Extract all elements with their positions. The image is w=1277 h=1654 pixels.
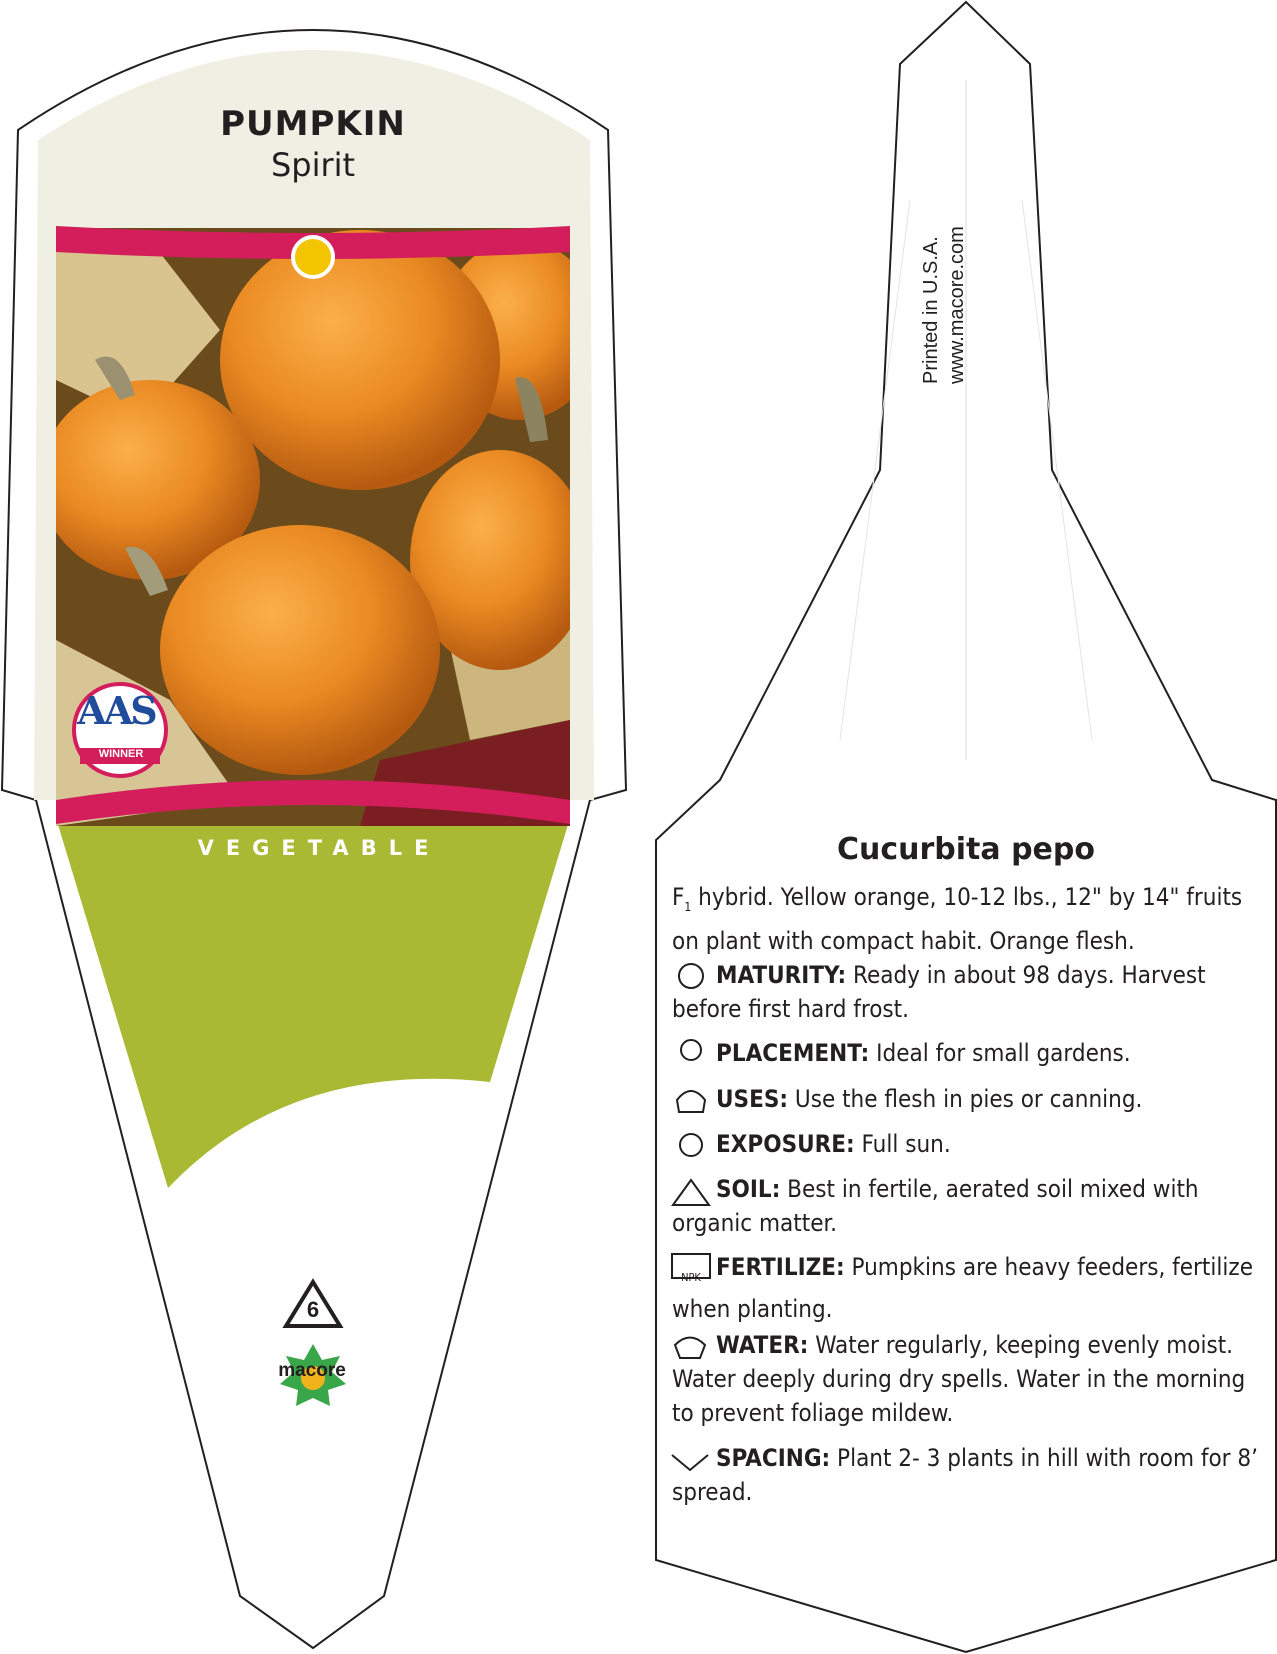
section-spacing: SPACING: Plant 2- 3 plants in hill with room for 8’ spread. <box>672 1444 1258 1506</box>
sun-dot <box>293 237 333 277</box>
flower-icon <box>672 961 710 989</box>
soil-pile-icon <box>672 1175 710 1203</box>
recycle-code: 6 <box>306 1297 320 1322</box>
spacing-arrows-icon <box>672 1444 710 1472</box>
website: www.macore.com <box>946 226 968 384</box>
section-placement: PLACEMENT: Ideal for small gardens. <box>672 1036 1262 1070</box>
section-uses: USES: Use the flesh in pies or canning. <box>672 1082 1262 1116</box>
hybrid-prefix: F <box>672 883 685 911</box>
botanical-name: Cucurbita pepo <box>836 832 1095 867</box>
category-label: VEGETABLE <box>197 836 441 860</box>
printed-in-block <box>918 226 970 384</box>
sun-icon <box>672 1130 710 1158</box>
aas-ribbon-text: WINNER <box>98 748 144 760</box>
description <box>672 880 1262 958</box>
section-maturity: MATURITY: Ready in about 98 days. Harvest before first hard frost. <box>672 961 1206 1023</box>
section-soil: SOIL: Best in fertile, aerated soil mixed with organic matter. <box>672 1175 1199 1237</box>
product-title: PUMPKIN <box>220 104 406 144</box>
npk-icon: NPK <box>681 1271 701 1284</box>
section-water: WATER: Water regularly, keeping evenly moist. Water deeply during dry spells. Water in the morning to prevent foliage mildew. <box>672 1331 1246 1427</box>
chef-hat-icon <box>672 1085 710 1113</box>
variety-name: Spirit <box>270 146 356 184</box>
section-exposure: EXPOSURE: Full sun. <box>672 1127 1262 1161</box>
aas-logo-text: AAS <box>77 688 155 733</box>
description-text: hybrid. Yellow orange, 10-12 lbs., 12" by 14" fruits on plant with compact habit. Orange flesh. <box>672 883 1243 955</box>
printed-in: Printed in U.S.A. <box>920 236 942 384</box>
watering-can-icon <box>672 1331 710 1359</box>
brand-name: macore <box>278 1360 346 1381</box>
section-fertilize: NPK FERTILIZE: Pumpkins are heavy feeders, fertilize when planting. <box>672 1253 1254 1323</box>
hybrid-sub: 1 <box>684 899 692 914</box>
plant-cluster-icon <box>672 1039 710 1067</box>
